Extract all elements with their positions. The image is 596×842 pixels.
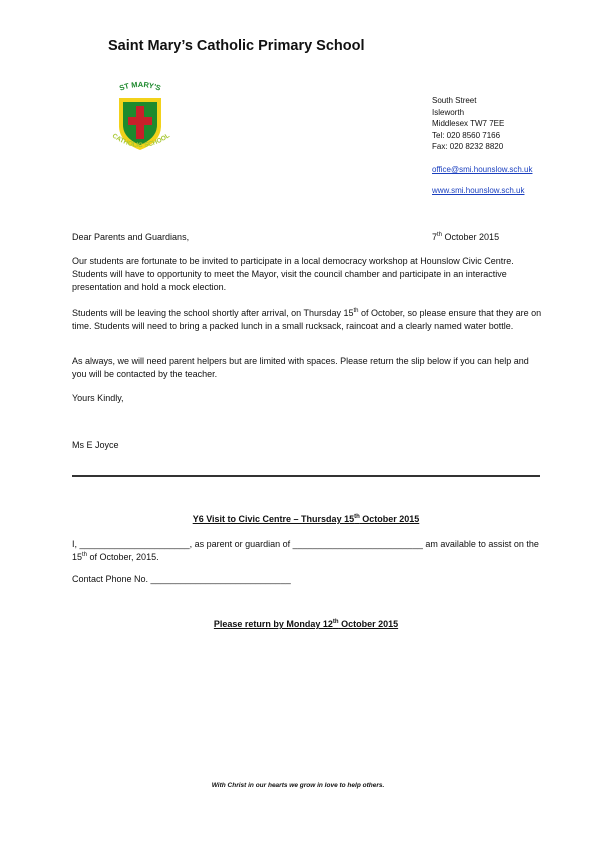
address-line: Isleworth bbox=[432, 107, 465, 117]
return-deadline: Please return by Monday 12th October 2015 bbox=[213, 619, 399, 629]
slip-phone-line: Contact Phone No. ____________________________ bbox=[72, 574, 291, 584]
slip-consent-line: I, ______________________, as parent or guardian of __________________________ am available to assist on the 15th of October, 2015. bbox=[72, 539, 539, 562]
paragraph-helpers: As always, we will need parent helpers but are limited with spaces. Please return the slip below if you can help and you will be contacted by the teacher. bbox=[72, 356, 529, 379]
greeting: Dear Parents and Guardians, bbox=[72, 232, 190, 242]
school-logo bbox=[88, 76, 192, 162]
school-address bbox=[432, 95, 504, 153]
address-line: Fax: 020 8232 8820 bbox=[432, 142, 504, 151]
school-name: Saint Mary’s Catholic Primary School bbox=[108, 38, 365, 54]
divider bbox=[72, 475, 540, 477]
slip-title: Y6 Visit to Civic Centre – Thursday 15th October 2015 bbox=[192, 514, 420, 524]
paragraph-invitation: Our students are fortunate to be invited to participate in a local democracy workshop at Hounslow Civic Centre. Students will have to opportunity to meet the Mayor, visit the council chamber and participate in an interactive presentation and hold a mock election. bbox=[72, 256, 514, 292]
signature: Ms E Joyce bbox=[72, 440, 119, 450]
address-line: South Street bbox=[432, 96, 477, 105]
address-line: Middlesex TW7 7EE bbox=[432, 119, 505, 128]
closing: Yours Kindly, bbox=[72, 393, 124, 403]
website-link[interactable]: www.smi.hounslow.sch.uk bbox=[432, 186, 525, 195]
school-motto: With Christ in our hearts we grow in love to help others. bbox=[211, 782, 385, 789]
logo-text-bottom: CATHOLIC SCHOOL bbox=[110, 132, 172, 150]
email-link[interactable]: office@smi.hounslow.sch.uk bbox=[432, 165, 533, 174]
paragraph-departure: Students will be leaving the school shortly after arrival, on Thursday 15th of October, so please ensure that they are on time. Students will need to bring a packed lunch in a small rucksack, raincoat and a clearly named water bottle. bbox=[72, 308, 542, 331]
letter-date: 7th October 2015 bbox=[432, 232, 500, 242]
logo-text-top: ST MARY'S bbox=[118, 79, 162, 93]
address-line: Tel: 020 8560 7166 bbox=[432, 130, 501, 140]
